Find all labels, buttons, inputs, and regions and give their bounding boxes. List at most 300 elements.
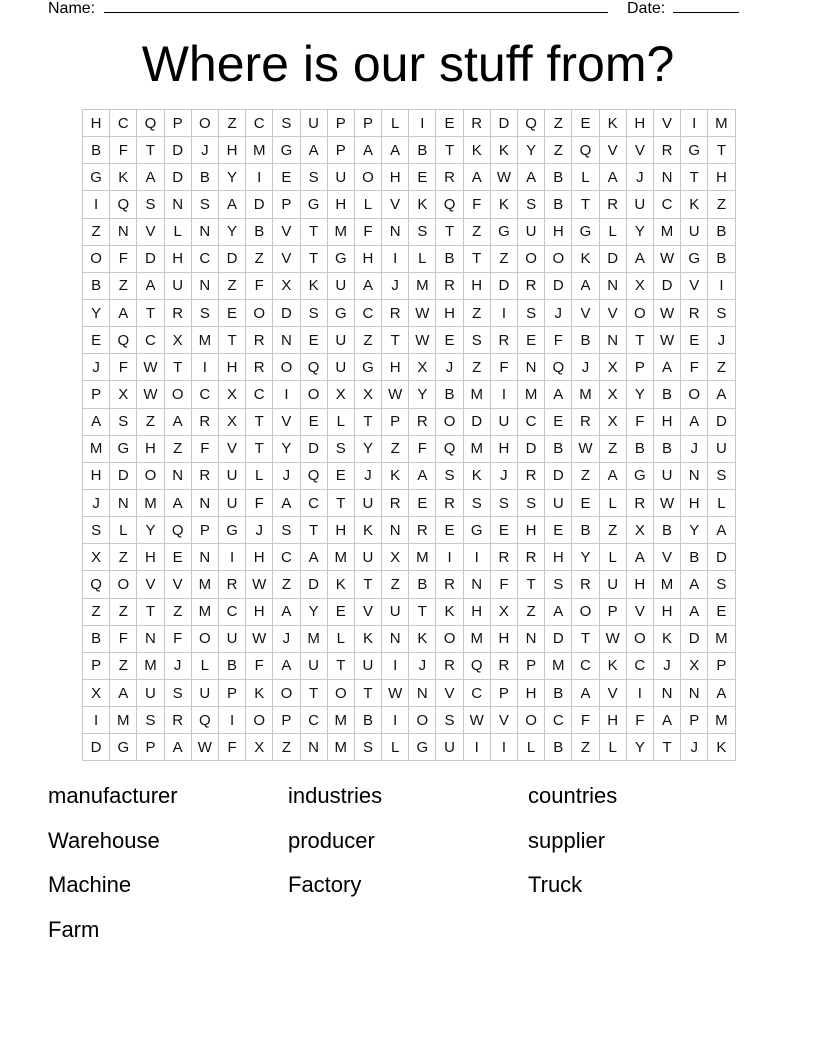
grid-cell[interactable]: S <box>518 490 545 517</box>
grid-cell[interactable]: M <box>83 436 110 463</box>
grid-cell[interactable]: N <box>192 544 219 571</box>
grid-cell[interactable]: O <box>681 381 708 408</box>
grid-cell[interactable]: M <box>518 381 545 408</box>
grid-cell[interactable]: J <box>545 300 572 327</box>
grid-cell[interactable]: B <box>545 164 572 191</box>
grid-cell[interactable]: Q <box>301 354 328 381</box>
grid-cell[interactable]: N <box>382 626 409 653</box>
grid-cell[interactable]: M <box>464 436 491 463</box>
grid-cell[interactable]: B <box>219 653 246 680</box>
grid-cell[interactable]: P <box>627 354 654 381</box>
grid-cell[interactable]: S <box>518 191 545 218</box>
grid-cell[interactable]: R <box>165 707 192 734</box>
grid-cell[interactable]: B <box>436 246 463 273</box>
grid-cell[interactable]: S <box>165 680 192 707</box>
grid-cell[interactable]: U <box>355 544 382 571</box>
grid-cell[interactable]: M <box>409 544 436 571</box>
grid-cell[interactable]: W <box>137 381 164 408</box>
grid-cell[interactable]: F <box>491 571 518 598</box>
grid-cell[interactable]: D <box>301 436 328 463</box>
grid-cell[interactable]: B <box>436 381 463 408</box>
grid-cell[interactable]: X <box>165 327 192 354</box>
grid-cell[interactable]: A <box>273 653 300 680</box>
grid-cell[interactable]: U <box>518 219 545 246</box>
grid-cell[interactable]: T <box>328 653 355 680</box>
grid-cell[interactable]: M <box>654 571 681 598</box>
grid-cell[interactable]: N <box>165 191 192 218</box>
grid-cell[interactable]: R <box>518 463 545 490</box>
grid-cell[interactable]: H <box>436 300 463 327</box>
grid-cell[interactable]: V <box>273 219 300 246</box>
grid-cell[interactable]: H <box>382 354 409 381</box>
grid-cell[interactable]: D <box>600 246 627 273</box>
grid-cell[interactable]: D <box>301 571 328 598</box>
grid-cell[interactable]: R <box>491 544 518 571</box>
grid-cell[interactable]: M <box>301 626 328 653</box>
grid-cell[interactable]: L <box>382 110 409 137</box>
grid-cell[interactable]: W <box>464 707 491 734</box>
grid-cell[interactable]: B <box>708 246 735 273</box>
grid-cell[interactable]: B <box>654 436 681 463</box>
grid-cell[interactable]: X <box>328 381 355 408</box>
grid-cell[interactable]: H <box>137 544 164 571</box>
grid-cell[interactable]: O <box>572 599 599 626</box>
grid-cell[interactable]: X <box>110 381 137 408</box>
grid-cell[interactable]: O <box>192 626 219 653</box>
grid-cell[interactable]: F <box>681 354 708 381</box>
grid-cell[interactable]: W <box>572 436 599 463</box>
grid-cell[interactable]: Q <box>83 571 110 598</box>
grid-cell[interactable]: B <box>545 680 572 707</box>
grid-cell[interactable]: V <box>137 571 164 598</box>
grid-cell[interactable]: A <box>165 409 192 436</box>
grid-cell[interactable]: K <box>464 463 491 490</box>
grid-cell[interactable]: A <box>110 680 137 707</box>
grid-cell[interactable]: A <box>545 381 572 408</box>
grid-cell[interactable]: Y <box>627 219 654 246</box>
grid-cell[interactable]: Q <box>137 110 164 137</box>
grid-cell[interactable]: H <box>627 571 654 598</box>
grid-cell[interactable]: A <box>301 137 328 164</box>
grid-cell[interactable]: E <box>219 300 246 327</box>
grid-cell[interactable]: K <box>654 626 681 653</box>
grid-cell[interactable]: I <box>273 381 300 408</box>
grid-cell[interactable]: R <box>436 164 463 191</box>
grid-cell[interactable]: A <box>572 273 599 300</box>
grid-cell[interactable]: Z <box>273 734 300 761</box>
grid-cell[interactable]: A <box>545 599 572 626</box>
grid-cell[interactable]: H <box>83 110 110 137</box>
grid-cell[interactable]: N <box>137 626 164 653</box>
grid-cell[interactable]: Z <box>382 571 409 598</box>
grid-cell[interactable]: D <box>83 734 110 761</box>
grid-cell[interactable]: R <box>165 300 192 327</box>
grid-cell[interactable]: B <box>654 517 681 544</box>
grid-cell[interactable]: P <box>355 110 382 137</box>
grid-cell[interactable]: T <box>409 599 436 626</box>
grid-cell[interactable]: U <box>165 273 192 300</box>
grid-cell[interactable]: S <box>545 571 572 598</box>
grid-cell[interactable]: D <box>545 463 572 490</box>
grid-cell[interactable]: L <box>382 734 409 761</box>
grid-cell[interactable]: U <box>137 680 164 707</box>
grid-cell[interactable]: P <box>192 517 219 544</box>
grid-cell[interactable]: G <box>110 436 137 463</box>
grid-cell[interactable]: K <box>246 680 273 707</box>
grid-cell[interactable]: H <box>246 599 273 626</box>
grid-cell[interactable]: V <box>165 571 192 598</box>
grid-cell[interactable]: R <box>572 409 599 436</box>
grid-cell[interactable]: S <box>708 571 735 598</box>
grid-cell[interactable]: D <box>708 544 735 571</box>
grid-cell[interactable]: E <box>83 327 110 354</box>
grid-cell[interactable]: Q <box>165 517 192 544</box>
grid-cell[interactable]: T <box>219 327 246 354</box>
grid-cell[interactable]: U <box>382 599 409 626</box>
grid-cell[interactable]: D <box>137 246 164 273</box>
grid-cell[interactable]: C <box>572 653 599 680</box>
grid-cell[interactable]: C <box>137 327 164 354</box>
grid-cell[interactable]: M <box>708 110 735 137</box>
grid-cell[interactable]: Z <box>219 110 246 137</box>
grid-cell[interactable]: Z <box>219 273 246 300</box>
grid-cell[interactable]: B <box>545 436 572 463</box>
grid-cell[interactable]: H <box>518 680 545 707</box>
grid-cell[interactable]: X <box>273 273 300 300</box>
grid-cell[interactable]: B <box>409 571 436 598</box>
grid-cell[interactable]: O <box>246 300 273 327</box>
grid-cell[interactable]: T <box>246 436 273 463</box>
grid-cell[interactable]: V <box>572 300 599 327</box>
grid-cell[interactable]: H <box>627 110 654 137</box>
grid-cell[interactable]: E <box>301 409 328 436</box>
grid-cell[interactable]: F <box>572 707 599 734</box>
grid-cell[interactable]: T <box>355 571 382 598</box>
grid-cell[interactable]: S <box>464 327 491 354</box>
grid-cell[interactable]: N <box>110 219 137 246</box>
grid-cell[interactable]: D <box>491 110 518 137</box>
grid-cell[interactable]: Z <box>165 599 192 626</box>
grid-cell[interactable]: S <box>110 409 137 436</box>
grid-cell[interactable]: T <box>382 327 409 354</box>
grid-cell[interactable]: L <box>600 219 627 246</box>
grid-cell[interactable]: A <box>219 191 246 218</box>
grid-cell[interactable]: E <box>436 110 463 137</box>
grid-cell[interactable]: O <box>192 110 219 137</box>
grid-cell[interactable]: C <box>219 599 246 626</box>
grid-cell[interactable]: B <box>572 327 599 354</box>
grid-cell[interactable]: B <box>545 191 572 218</box>
grid-cell[interactable]: A <box>681 571 708 598</box>
grid-cell[interactable]: L <box>328 626 355 653</box>
grid-cell[interactable]: I <box>192 354 219 381</box>
grid-cell[interactable]: R <box>600 191 627 218</box>
grid-cell[interactable]: S <box>301 164 328 191</box>
grid-cell[interactable]: J <box>355 463 382 490</box>
grid-cell[interactable]: E <box>409 490 436 517</box>
grid-cell[interactable]: V <box>654 110 681 137</box>
grid-cell[interactable]: W <box>246 571 273 598</box>
grid-cell[interactable]: Z <box>572 463 599 490</box>
grid-cell[interactable]: Z <box>273 571 300 598</box>
grid-cell[interactable]: C <box>355 300 382 327</box>
grid-cell[interactable]: W <box>382 381 409 408</box>
grid-cell[interactable]: D <box>273 300 300 327</box>
grid-cell[interactable]: Z <box>83 219 110 246</box>
grid-cell[interactable]: F <box>355 219 382 246</box>
grid-cell[interactable]: D <box>110 463 137 490</box>
grid-cell[interactable]: U <box>627 191 654 218</box>
grid-cell[interactable]: Z <box>518 599 545 626</box>
grid-cell[interactable]: E <box>572 490 599 517</box>
grid-cell[interactable]: K <box>110 164 137 191</box>
grid-cell[interactable]: Q <box>192 707 219 734</box>
grid-cell[interactable]: G <box>681 137 708 164</box>
grid-cell[interactable]: J <box>165 653 192 680</box>
grid-cell[interactable]: T <box>436 137 463 164</box>
grid-cell[interactable]: I <box>83 707 110 734</box>
grid-cell[interactable]: D <box>464 409 491 436</box>
grid-cell[interactable]: Z <box>110 653 137 680</box>
grid-cell[interactable]: Z <box>708 191 735 218</box>
grid-cell[interactable]: R <box>192 409 219 436</box>
grid-cell[interactable]: J <box>572 354 599 381</box>
grid-cell[interactable]: O <box>137 463 164 490</box>
grid-cell[interactable]: V <box>137 219 164 246</box>
grid-cell[interactable]: V <box>355 599 382 626</box>
grid-cell[interactable]: N <box>654 680 681 707</box>
grid-cell[interactable]: E <box>436 327 463 354</box>
grid-cell[interactable]: C <box>464 680 491 707</box>
grid-cell[interactable]: Y <box>627 381 654 408</box>
grid-cell[interactable]: P <box>165 110 192 137</box>
grid-cell[interactable]: V <box>627 599 654 626</box>
grid-cell[interactable]: Z <box>464 219 491 246</box>
grid-cell[interactable]: C <box>192 246 219 273</box>
grid-cell[interactable]: S <box>436 707 463 734</box>
grid-cell[interactable]: D <box>654 273 681 300</box>
grid-cell[interactable]: I <box>491 734 518 761</box>
grid-cell[interactable]: T <box>681 164 708 191</box>
grid-cell[interactable]: T <box>328 490 355 517</box>
grid-cell[interactable]: D <box>165 164 192 191</box>
grid-cell[interactable]: P <box>600 599 627 626</box>
grid-cell[interactable]: G <box>464 517 491 544</box>
grid-cell[interactable]: A <box>110 300 137 327</box>
grid-cell[interactable]: H <box>137 436 164 463</box>
grid-cell[interactable]: B <box>654 381 681 408</box>
grid-cell[interactable]: A <box>681 599 708 626</box>
grid-cell[interactable]: N <box>600 273 627 300</box>
grid-cell[interactable]: X <box>355 381 382 408</box>
grid-cell[interactable]: H <box>219 354 246 381</box>
grid-cell[interactable]: V <box>491 707 518 734</box>
grid-cell[interactable]: I <box>491 381 518 408</box>
grid-cell[interactable]: F <box>409 436 436 463</box>
grid-cell[interactable]: U <box>708 436 735 463</box>
grid-cell[interactable]: X <box>83 544 110 571</box>
grid-cell[interactable]: I <box>219 707 246 734</box>
grid-cell[interactable]: A <box>165 490 192 517</box>
grid-cell[interactable]: E <box>491 517 518 544</box>
grid-cell[interactable]: S <box>436 463 463 490</box>
grid-cell[interactable]: Y <box>627 734 654 761</box>
grid-cell[interactable]: G <box>572 219 599 246</box>
grid-cell[interactable]: D <box>518 436 545 463</box>
grid-cell[interactable]: W <box>137 354 164 381</box>
grid-cell[interactable]: W <box>654 490 681 517</box>
grid-cell[interactable]: Y <box>273 436 300 463</box>
grid-cell[interactable]: C <box>627 653 654 680</box>
grid-cell[interactable]: R <box>681 300 708 327</box>
grid-cell[interactable]: L <box>328 409 355 436</box>
grid-cell[interactable]: F <box>464 191 491 218</box>
grid-cell[interactable]: M <box>708 626 735 653</box>
grid-cell[interactable]: A <box>708 517 735 544</box>
grid-cell[interactable]: T <box>572 626 599 653</box>
grid-cell[interactable]: Q <box>436 436 463 463</box>
grid-cell[interactable]: K <box>491 191 518 218</box>
grid-cell[interactable]: E <box>545 409 572 436</box>
grid-cell[interactable]: T <box>301 246 328 273</box>
grid-cell[interactable]: R <box>382 300 409 327</box>
grid-cell[interactable]: A <box>681 409 708 436</box>
grid-cell[interactable]: H <box>681 490 708 517</box>
grid-cell[interactable]: K <box>355 626 382 653</box>
grid-cell[interactable]: G <box>328 300 355 327</box>
name-field[interactable] <box>104 12 608 13</box>
grid-cell[interactable]: I <box>246 164 273 191</box>
grid-cell[interactable]: S <box>137 707 164 734</box>
grid-cell[interactable]: T <box>464 246 491 273</box>
grid-cell[interactable]: M <box>137 490 164 517</box>
grid-cell[interactable]: E <box>273 164 300 191</box>
grid-cell[interactable]: C <box>301 490 328 517</box>
grid-cell[interactable]: R <box>464 110 491 137</box>
grid-cell[interactable]: Z <box>464 354 491 381</box>
grid-cell[interactable]: O <box>627 300 654 327</box>
grid-cell[interactable]: L <box>246 463 273 490</box>
grid-cell[interactable]: E <box>572 110 599 137</box>
grid-cell[interactable]: D <box>545 626 572 653</box>
grid-cell[interactable]: K <box>600 110 627 137</box>
grid-cell[interactable]: H <box>83 463 110 490</box>
grid-cell[interactable]: G <box>219 517 246 544</box>
grid-cell[interactable]: R <box>409 517 436 544</box>
grid-cell[interactable]: H <box>355 246 382 273</box>
grid-cell[interactable]: Z <box>600 436 627 463</box>
grid-cell[interactable]: A <box>409 463 436 490</box>
grid-cell[interactable]: E <box>328 463 355 490</box>
grid-cell[interactable]: E <box>301 327 328 354</box>
grid-cell[interactable]: A <box>301 544 328 571</box>
grid-cell[interactable]: Z <box>491 246 518 273</box>
grid-cell[interactable]: N <box>192 273 219 300</box>
grid-cell[interactable]: U <box>192 680 219 707</box>
grid-cell[interactable]: H <box>491 436 518 463</box>
grid-cell[interactable]: W <box>491 164 518 191</box>
grid-cell[interactable]: Z <box>545 137 572 164</box>
grid-cell[interactable]: U <box>328 327 355 354</box>
grid-cell[interactable]: L <box>708 490 735 517</box>
grid-cell[interactable]: Z <box>600 517 627 544</box>
grid-cell[interactable]: A <box>382 137 409 164</box>
grid-cell[interactable]: B <box>708 219 735 246</box>
grid-cell[interactable]: E <box>165 544 192 571</box>
grid-cell[interactable]: P <box>273 191 300 218</box>
grid-cell[interactable]: Q <box>545 354 572 381</box>
grid-cell[interactable]: N <box>192 490 219 517</box>
grid-cell[interactable]: F <box>219 734 246 761</box>
grid-cell[interactable]: M <box>328 707 355 734</box>
grid-cell[interactable]: T <box>137 599 164 626</box>
grid-cell[interactable]: H <box>464 273 491 300</box>
grid-cell[interactable]: I <box>436 544 463 571</box>
grid-cell[interactable]: J <box>382 273 409 300</box>
grid-cell[interactable]: Z <box>464 300 491 327</box>
grid-cell[interactable]: U <box>219 490 246 517</box>
grid-cell[interactable]: Q <box>464 653 491 680</box>
grid-cell[interactable]: T <box>137 137 164 164</box>
grid-cell[interactable]: W <box>409 300 436 327</box>
grid-cell[interactable]: O <box>246 707 273 734</box>
grid-cell[interactable]: J <box>83 354 110 381</box>
grid-cell[interactable]: M <box>192 327 219 354</box>
grid-cell[interactable]: R <box>518 544 545 571</box>
grid-cell[interactable]: M <box>328 544 355 571</box>
grid-cell[interactable]: Z <box>110 544 137 571</box>
grid-cell[interactable]: R <box>436 490 463 517</box>
grid-cell[interactable]: M <box>409 273 436 300</box>
grid-cell[interactable]: R <box>246 327 273 354</box>
grid-cell[interactable]: N <box>518 354 545 381</box>
grid-cell[interactable]: T <box>301 680 328 707</box>
grid-cell[interactable]: Y <box>518 137 545 164</box>
grid-cell[interactable]: C <box>301 707 328 734</box>
grid-cell[interactable]: J <box>654 653 681 680</box>
grid-cell[interactable]: B <box>83 273 110 300</box>
grid-cell[interactable]: V <box>273 409 300 436</box>
grid-cell[interactable]: J <box>273 626 300 653</box>
grid-cell[interactable]: X <box>600 409 627 436</box>
grid-cell[interactable]: E <box>409 164 436 191</box>
grid-cell[interactable]: F <box>110 246 137 273</box>
grid-cell[interactable]: R <box>491 327 518 354</box>
grid-cell[interactable]: G <box>301 191 328 218</box>
grid-cell[interactable]: L <box>600 490 627 517</box>
grid-cell[interactable]: Q <box>301 463 328 490</box>
grid-cell[interactable]: N <box>681 680 708 707</box>
grid-cell[interactable]: H <box>328 517 355 544</box>
grid-cell[interactable]: T <box>518 571 545 598</box>
grid-cell[interactable]: C <box>518 409 545 436</box>
grid-cell[interactable]: V <box>627 137 654 164</box>
grid-cell[interactable]: B <box>355 707 382 734</box>
grid-cell[interactable]: S <box>409 219 436 246</box>
grid-cell[interactable]: H <box>545 544 572 571</box>
grid-cell[interactable]: C <box>192 381 219 408</box>
grid-cell[interactable]: T <box>301 517 328 544</box>
grid-cell[interactable]: R <box>627 490 654 517</box>
grid-cell[interactable]: C <box>273 544 300 571</box>
grid-cell[interactable]: Y <box>219 164 246 191</box>
grid-cell[interactable]: B <box>83 626 110 653</box>
grid-cell[interactable]: B <box>572 517 599 544</box>
grid-cell[interactable]: P <box>708 653 735 680</box>
grid-cell[interactable]: G <box>110 734 137 761</box>
grid-cell[interactable]: A <box>355 137 382 164</box>
grid-cell[interactable]: H <box>246 544 273 571</box>
